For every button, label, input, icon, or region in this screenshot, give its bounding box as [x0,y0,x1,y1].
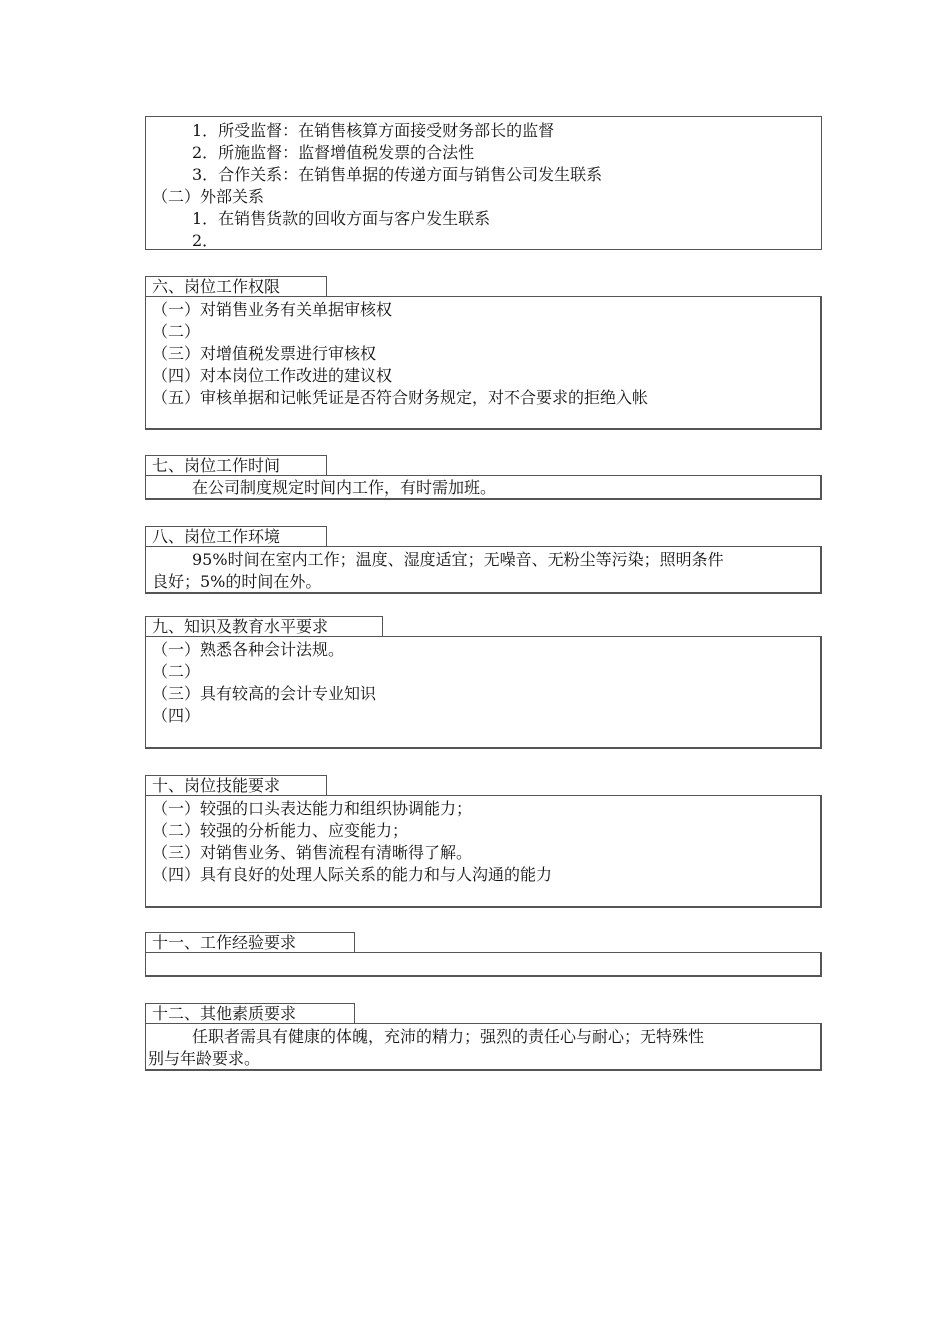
section11-title: 十一、工作经验要求 [145,932,355,952]
knowledge-item-1: （一）熟悉各种会计法规。 [152,640,345,659]
knowledge-item-3: （三）具有较高的会计专业知识 [152,684,377,703]
supervision-exercised: 2．所施监督：监督增值税发票的合法性 [192,143,475,162]
knowledge-item-2: （二） [152,662,201,681]
other-quality-line-1: 任职者需具有健康的体魄，充沛的精力；强烈的责任心与耐心；无特殊性 [192,1027,705,1046]
environment-line-2: 良好；5%的时间在外。 [152,572,322,591]
section11-box [145,952,822,977]
section9-title: 九、知识及教育水平要求 [145,616,383,636]
authority-item-2: （二） [152,322,201,341]
environment-line-1: 95%时间在室内工作；温度、湿度适宜；无噪音、无粉尘等污染；照明条件 [192,550,724,569]
section12-box [145,1023,822,1071]
other-quality-line-2: 别与年龄要求。 [148,1049,261,1068]
authority-item-1: （一）对销售业务有关单据审核权 [152,300,393,319]
skill-item-3: （三）对销售业务、销售流程有清晰得了解。 [152,843,473,862]
section7-box [145,475,822,500]
section12-title: 十二、其他素质要求 [145,1003,355,1023]
section5-box [145,116,822,250]
section6-box [145,296,822,430]
external-relation-2: 2． [192,231,219,250]
authority-item-3: （三）对增值税发票进行审核权 [152,344,377,363]
work-time-text: 在公司制度规定时间内工作，有时需加班。 [192,478,497,497]
skill-item-4: （四）具有良好的处理人际关系的能力和与人沟通的能力 [152,865,553,884]
supervision-received: 1．所受监督：在销售核算方面接受财务部长的监督 [192,121,555,140]
skill-item-2: （二）较强的分析能力、应变能力； [152,821,409,840]
skill-item-1: （一）较强的口头表达能力和组织协调能力； [152,799,473,818]
section6-title: 六、岗位工作权限 [145,276,327,296]
section10-box [145,795,822,908]
authority-item-4: （四）对本岗位工作改进的建议权 [152,366,393,385]
external-relation-1: 1．在销售货款的回收方面与客户发生联系 [192,209,491,228]
section10-title: 十、岗位技能要求 [145,775,327,795]
external-relations-heading: （二）外部关系 [152,187,265,206]
knowledge-item-4: （四） [152,706,201,725]
section8-box [145,546,822,594]
cooperation-relation: 3．合作关系：在销售单据的传递方面与销售公司发生联系 [192,165,603,184]
section8-title: 八、岗位工作环境 [145,526,327,546]
section9-box [145,636,822,749]
section7-title: 七、岗位工作时间 [145,455,327,475]
authority-item-5: （五）审核单据和记帐凭证是否符合财务规定，对不合要求的拒绝入帐 [152,388,649,407]
